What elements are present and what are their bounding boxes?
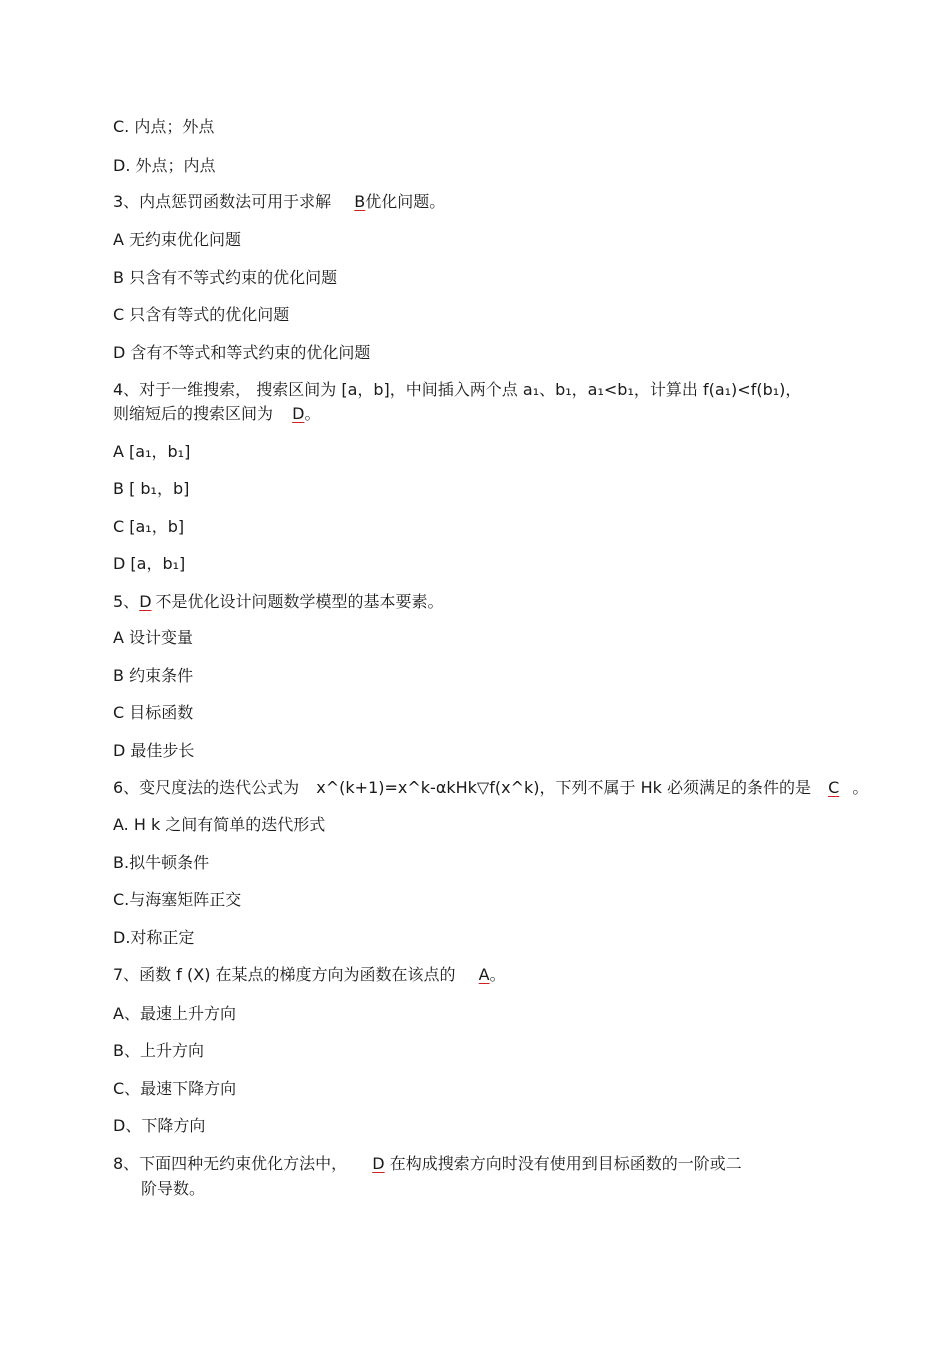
question-8-answer: D xyxy=(372,1154,385,1173)
option-c-q4: C [a₁，b] xyxy=(113,517,185,536)
option-a-q3: A 无约束优化问题 xyxy=(113,230,242,249)
question-5 xyxy=(113,592,444,612)
question-6-tail: 。 xyxy=(852,778,869,797)
question-3-tail: 优化问题。 xyxy=(365,192,446,211)
question-7-text: 7、函数 f (X) 在某点的梯度方向为函数在该点的 xyxy=(113,965,456,984)
option-c-q2: C. 内点；外点 xyxy=(113,117,215,136)
option-b-q6: B.拟牛顿条件 xyxy=(113,853,210,872)
option-c-q7: C、最速下降方向 xyxy=(113,1079,237,1098)
option-d-q5: D 最佳步长 xyxy=(113,741,195,760)
question-7-tail: 。 xyxy=(489,965,506,984)
option-d-q7: D、下降方向 xyxy=(113,1116,206,1135)
question-4-answer: D xyxy=(292,404,305,423)
option-b-q4: B [ b₁，b] xyxy=(113,479,190,498)
question-5-number: 5、 xyxy=(113,592,140,611)
question-3-answer: B xyxy=(354,192,366,211)
option-d-q6: D.对称正定 xyxy=(113,928,195,947)
option-b-q5: B 约束条件 xyxy=(113,666,194,685)
option-c-q6: C.与海塞矩阵正交 xyxy=(113,890,242,909)
question-4-text: 则缩短后的搜索区间为 xyxy=(113,404,274,423)
question-8-text: 8、下面四种无约束优化方法中， xyxy=(113,1154,348,1173)
question-6-text: 6、变尺度法的迭代公式为 xyxy=(113,778,300,797)
question-7 xyxy=(113,965,506,985)
question-4-tail: 。 xyxy=(304,404,321,423)
question-4-line2 xyxy=(113,404,320,424)
option-a-q6: A. H k 之间有简单的迭代形式 xyxy=(113,815,326,834)
question-8-line1 xyxy=(113,1154,742,1174)
question-3 xyxy=(113,192,445,212)
question-5-text: 不是优化设计问题数学模型的基本要素。 xyxy=(155,592,444,611)
question-8-line2: 阶导数。 xyxy=(141,1179,206,1198)
question-6-formula: x^(k+1)=x^k-αkHk▽f(x^k) xyxy=(316,778,540,797)
option-d-q3: D 含有不等式和等式约束的优化问题 xyxy=(113,343,371,362)
option-a-q7: A、最速上升方向 xyxy=(113,1004,236,1023)
option-a-q4: A [a₁，b₁] xyxy=(113,442,191,461)
option-c-q5: C 目标函数 xyxy=(113,703,194,722)
question-6-answer: C xyxy=(828,778,840,797)
option-a-q5: A 设计变量 xyxy=(113,628,194,647)
option-d-q2: D. 外点；内点 xyxy=(113,156,216,175)
question-5-answer: D xyxy=(139,592,152,611)
option-c-q3: C 只含有等式的优化问题 xyxy=(113,305,290,324)
option-b-q7: B、上升方向 xyxy=(113,1041,204,1060)
option-d-q4: D [a，b₁] xyxy=(113,554,186,573)
question-6 xyxy=(113,778,868,798)
question-7-answer: A xyxy=(478,965,490,984)
question-6-middle: ，下列不属于 Hk 必须满足的条件的是 xyxy=(539,778,811,797)
question-4-line1: 4、对于一维搜索， 搜索区间为 [a，b]，中间插入两个点 a₁、b₁，a₁<b₁，计算出 f(a₁)<f(b₁)， xyxy=(113,380,802,399)
question-3-text: 3、内点惩罚函数法可用于求解 xyxy=(113,192,332,211)
option-b-q3: B 只含有不等式约束的优化问题 xyxy=(113,268,338,287)
question-8-tail: 在构成搜索方向时没有使用到目标函数的一阶或二 xyxy=(389,1154,742,1173)
